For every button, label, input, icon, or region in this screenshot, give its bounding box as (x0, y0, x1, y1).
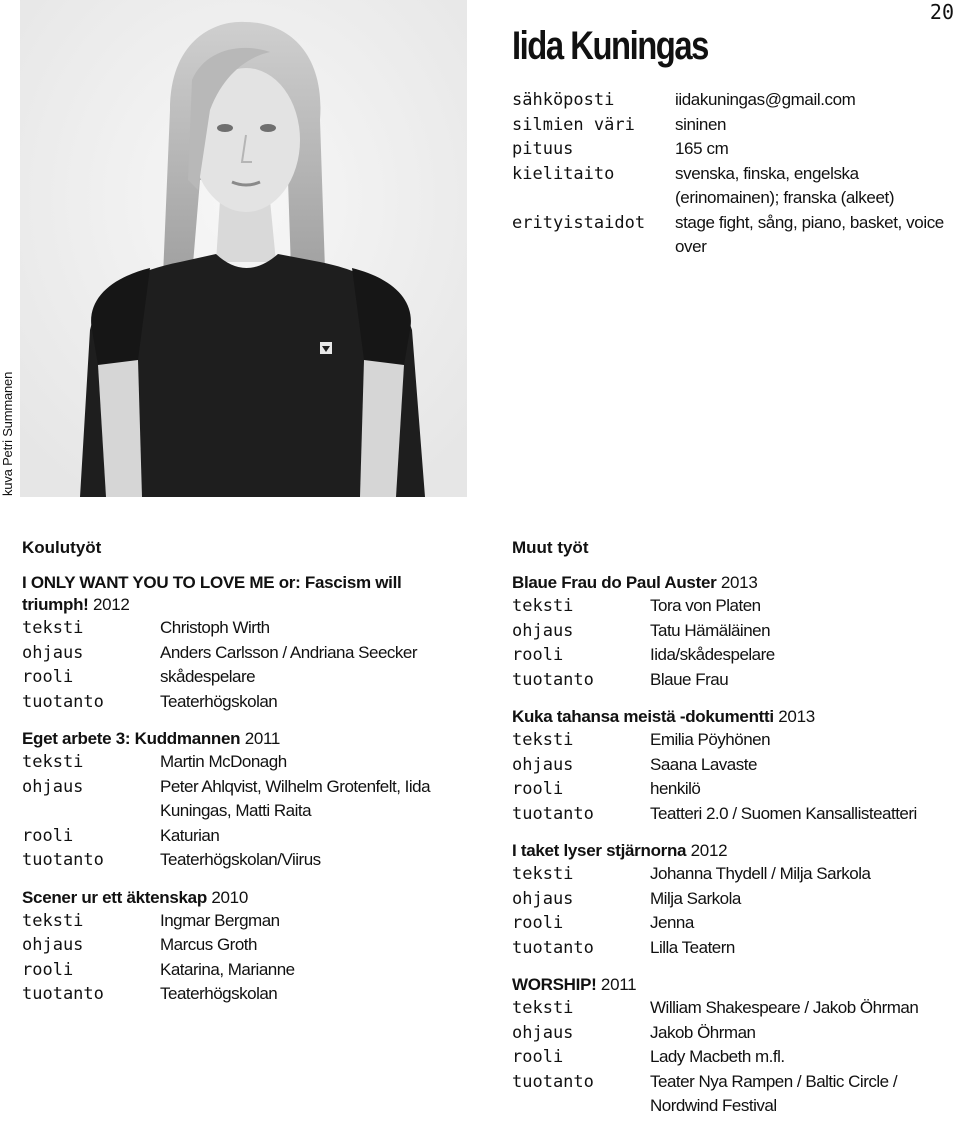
credit-row (22, 690, 462, 715)
credit-row (512, 1021, 952, 1046)
credit-row (22, 909, 462, 934)
work-title (512, 840, 952, 862)
credit-row (22, 775, 462, 824)
work-title-text: Blaue Frau do Paul Auster (512, 573, 717, 592)
work-title (512, 572, 952, 594)
credit-row (512, 728, 952, 753)
work-entry (512, 706, 952, 826)
credit-label: ohjaus (22, 776, 84, 797)
credit-value: Teaterhögskolan/Viirus (160, 850, 321, 869)
credit-value: Teater Nya Rampen / Baltic Circle / Nordwind Festival (650, 1071, 898, 1115)
work-entry (22, 887, 462, 1007)
credit-row (512, 996, 952, 1021)
credit-label: ohjaus (512, 1022, 574, 1043)
credit-value: Lilla Teatern (650, 937, 735, 957)
info-value: sininen (675, 114, 727, 134)
credit-value: henkilö (650, 779, 701, 798)
credit-value: skådespelare (160, 667, 256, 686)
credit-value: Ingmar Bergman (160, 910, 280, 930)
work-title (512, 706, 952, 728)
work-title-text: Scener ur ett äktenskap (22, 887, 207, 907)
info-row-languages (512, 162, 952, 211)
work-title-text: I taket lyser stjärnorna (512, 841, 687, 860)
work-year: 2012 (690, 841, 728, 860)
credit-label: ohjaus (512, 620, 574, 641)
work-title (22, 887, 462, 909)
work-title-text: WORSHIP! (512, 975, 597, 994)
work-title (512, 974, 952, 996)
credit-label: teksti (22, 618, 84, 638)
portrait-photo (20, 0, 467, 497)
credit-row (512, 1045, 952, 1070)
credit-label: teksti (512, 730, 574, 750)
info-label: kielitaito (512, 163, 615, 184)
credit-row (22, 848, 462, 873)
credit-label: ohjaus (22, 642, 84, 663)
credit-label: tuotanto (22, 691, 104, 712)
credit-value: Martin McDonagh (160, 752, 287, 771)
credit-value: Teaterhögskolan (160, 691, 278, 711)
credit-label: tuotanto (22, 850, 104, 870)
credit-label: ohjaus (22, 935, 84, 955)
credit-row (512, 753, 952, 778)
credit-value: Milja Sarkola (650, 888, 741, 908)
section-heading: Koulutyöt (22, 538, 102, 557)
credit-row (22, 750, 462, 775)
info-row-email (512, 88, 952, 113)
credit-value: William Shakespeare / Jakob Öhrman (650, 998, 919, 1017)
credit-label: teksti (512, 864, 574, 884)
work-entry (22, 728, 462, 873)
credit-value: Jenna (650, 913, 694, 932)
credit-value: Tora von Platen (650, 596, 761, 615)
page-number: 20 (929, 0, 954, 24)
credit-row (512, 594, 952, 619)
credit-row (512, 887, 952, 912)
info-label: sähköposti (512, 90, 615, 110)
credit-row (512, 862, 952, 887)
credit-value: Tatu Hämäläinen (650, 620, 771, 640)
work-title-text: Kuka tahansa meistä -dokumentti (512, 707, 774, 726)
credit-row (22, 982, 462, 1007)
credit-label: tuotanto (22, 984, 104, 1004)
info-label: erityistaidot (512, 212, 646, 233)
work-entry (512, 572, 952, 692)
photo-credit: kuva Petri Summanen (0, 371, 15, 496)
personal-info (512, 88, 952, 260)
school-works-column (22, 538, 462, 1021)
credit-row (512, 643, 952, 668)
info-value: iidakuningas@gmail.com (675, 90, 856, 109)
credit-value: Teatteri 2.0 / Suomen Kansallisteatteri (650, 803, 917, 823)
credit-value: Saana Lavaste (650, 754, 757, 774)
credit-value: Anders Carlsson / Andriana Seecker (160, 642, 418, 662)
credit-label: tuotanto (512, 937, 594, 958)
info-row-special-skills (512, 211, 952, 260)
work-title (22, 572, 462, 616)
credit-row (22, 641, 462, 666)
work-title-text: I ONLY WANT YOU TO LOVE ME or: Fascism will triumph! (22, 573, 402, 614)
actor-name: Iida Kuningas (512, 24, 708, 68)
work-year: 2010 (211, 887, 248, 907)
credit-label: teksti (22, 910, 84, 931)
credit-row (22, 824, 462, 849)
work-year: 2012 (92, 595, 130, 614)
credit-row (512, 777, 952, 802)
info-value: stage fight, sång, piano, basket, voice over (675, 212, 944, 256)
credit-label: rooli (22, 959, 74, 980)
credit-row (22, 616, 462, 641)
credit-row (22, 665, 462, 690)
credit-value: Jakob Öhrman (650, 1022, 756, 1042)
info-label: silmien väri (512, 114, 635, 135)
credit-row (512, 619, 952, 644)
credit-row (512, 911, 952, 936)
info-row-eye-color (512, 113, 952, 138)
credit-value: Johanna Thydell / Milja Sarkola (650, 864, 871, 883)
credit-value: Katarina, Marianne (160, 959, 295, 979)
info-value: svenska, finska, engelska (erinomainen); franska (alkeet) (675, 163, 895, 207)
credit-label: tuotanto (512, 803, 594, 824)
portrait-illustration (20, 0, 467, 497)
credit-label: teksti (22, 752, 84, 772)
credit-label: teksti (512, 596, 574, 616)
credit-value: Marcus Groth (160, 935, 257, 954)
work-year: 2013 (778, 707, 815, 726)
credit-label: rooli (22, 825, 74, 846)
credit-value: Lady Macbeth m.fl. (650, 1047, 785, 1066)
work-title-text: Eget arbete 3: Kuddmannen (22, 729, 241, 748)
credit-row (512, 936, 952, 961)
work-entry (512, 974, 952, 1119)
section-heading: Muut työt (512, 538, 589, 557)
credit-label: ohjaus (512, 754, 574, 775)
info-value: 165 cm (675, 139, 729, 158)
credit-row (512, 1070, 952, 1119)
credit-value: Christoph Wirth (160, 618, 270, 637)
credit-label: rooli (512, 779, 564, 799)
credit-label: rooli (22, 667, 74, 687)
credit-row (22, 958, 462, 983)
credit-label: rooli (512, 1047, 564, 1067)
credit-row (22, 933, 462, 958)
credit-value: Peter Ahlqvist, Wilhelm Grotenfelt, Iida Kuningas, Matti Raita (160, 776, 431, 820)
other-works-column (512, 538, 952, 1121)
credit-value: Emilia Pöyhönen (650, 730, 771, 749)
info-label: pituus (512, 139, 574, 159)
credit-value: Teaterhögskolan (160, 984, 278, 1003)
credit-row (512, 802, 952, 827)
credit-label: rooli (512, 913, 564, 933)
work-entry (22, 572, 462, 714)
work-year: 2011 (244, 729, 281, 748)
work-year: 2013 (720, 573, 758, 592)
credit-value: Iida/skådespelare (650, 645, 775, 664)
credit-label: tuotanto (512, 669, 594, 690)
credit-label: teksti (512, 998, 574, 1018)
credit-row (512, 668, 952, 693)
info-row-height (512, 137, 952, 162)
credit-label: rooli (512, 645, 564, 665)
credit-label: tuotanto (512, 1071, 594, 1092)
work-year: 2011 (600, 975, 637, 994)
credit-value: Blaue Frau (650, 669, 729, 689)
work-entry (512, 840, 952, 960)
work-title (22, 728, 462, 750)
credit-label: ohjaus (512, 888, 574, 909)
credit-value: Katurian (160, 825, 220, 845)
